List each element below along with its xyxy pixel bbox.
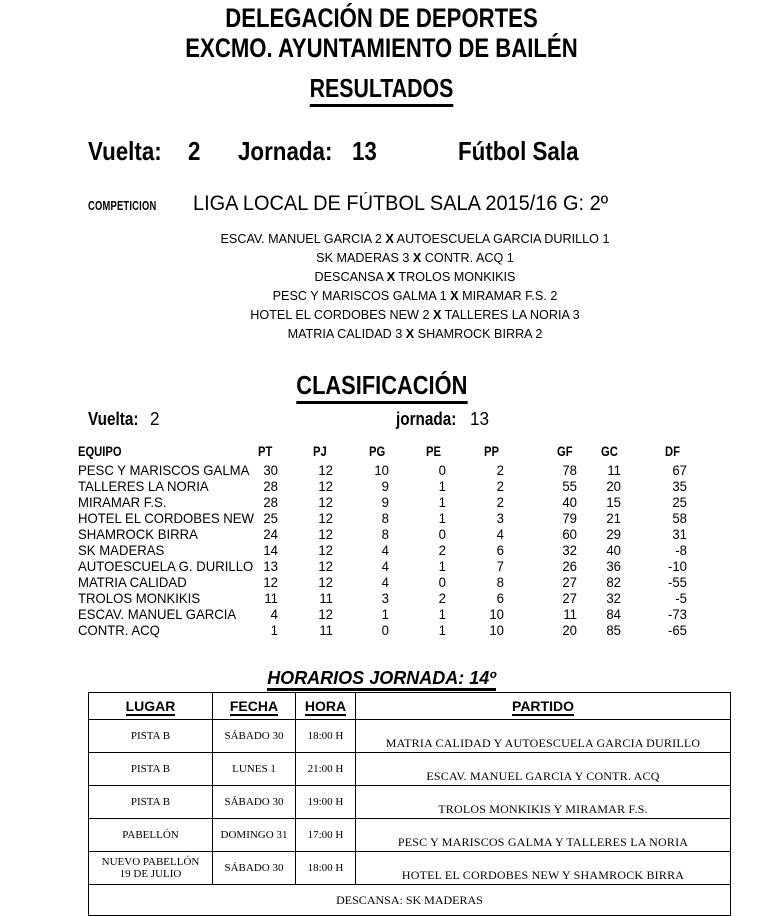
jornada-label: Jornada: <box>238 136 333 166</box>
classification-row <box>78 462 738 478</box>
schedule-cell-partido: ESCAV. MANUEL GARCIA Y CONTR. ACQ <box>356 753 731 786</box>
classification-row <box>78 558 738 574</box>
schedule-rest-row <box>89 885 731 916</box>
competition-name: LIGA LOCAL DE FÚTBOL SALA 2015/16 G: 2º <box>193 192 608 215</box>
schedule-col-partido <box>356 693 731 720</box>
result-home: DESCANSA <box>314 269 387 284</box>
classification-title <box>0 370 763 404</box>
jornada-value: 13 <box>352 136 377 166</box>
classification-cell-pp: 2 <box>496 494 504 510</box>
schedule-cell-hora: 21:00 H <box>296 753 356 786</box>
classification-cell-pe: 1 <box>438 478 446 494</box>
classification-cell-gc: 36 <box>606 558 621 574</box>
classification-vuelta-label: Vuelta: <box>88 409 139 429</box>
classification-cell-gc: 15 <box>606 494 621 510</box>
classification-cell-team: SHAMROCK BIRRA <box>78 526 198 542</box>
schedule-col-lugar <box>89 693 213 720</box>
result-row <box>12 267 763 286</box>
classification-cell-df: -8 <box>675 542 687 558</box>
classification-row <box>78 590 738 606</box>
classification-cell-pt: 1 <box>270 622 278 638</box>
classification-cell-pg: 8 <box>381 510 389 526</box>
result-row <box>12 305 763 324</box>
classification-cell-pt: 24 <box>263 526 278 542</box>
classification-cell-pg: 9 <box>381 478 389 494</box>
classification-cell-pe: 1 <box>438 622 446 638</box>
classification-cell-pg: 10 <box>374 462 389 478</box>
result-row <box>12 324 763 343</box>
classification-cell-pe: 1 <box>438 494 446 510</box>
classification-cell-pp: 4 <box>496 526 504 542</box>
results-section-title-text: RESULTADOS <box>310 73 454 107</box>
classification-cell-team: HOTEL EL CORDOBES NEW <box>78 510 254 526</box>
classification-cell-pe: 1 <box>438 606 446 622</box>
classification-cell-gc: 32 <box>606 590 621 606</box>
classification-cell-gf: 11 <box>563 606 577 622</box>
schedule-row <box>89 786 731 819</box>
classification-cell-pe: 2 <box>438 590 446 606</box>
classification-cell-pp: 7 <box>496 558 504 574</box>
classification-cell-pj: 12 <box>318 462 333 478</box>
classification-cell-pe: 2 <box>438 542 446 558</box>
classification-cell-pg: 1 <box>381 606 389 622</box>
classification-cell-team: TROLOS MONKIKIS <box>78 590 201 606</box>
classification-cell-team: TALLERES LA NORIA <box>78 478 209 494</box>
schedule-table-head <box>89 693 731 720</box>
classification-cell-gc: 85 <box>606 622 621 638</box>
result-away: MIRAMAR F.S. 2 <box>458 288 558 303</box>
classification-cell-gf: 55 <box>562 478 577 494</box>
schedule-col-hora-text: HORA <box>304 698 347 714</box>
result-row <box>12 229 763 248</box>
schedule-cell-lugar: PISTA B <box>89 753 213 786</box>
schedule-row <box>89 819 731 852</box>
classification-cell-pg: 4 <box>381 574 389 590</box>
classification-cell-gf: 60 <box>562 526 577 542</box>
result-separator-icon: X <box>412 250 422 265</box>
classification-cell-pj: 12 <box>318 558 333 574</box>
schedule-col-fecha <box>213 693 296 720</box>
classification-cell-pj: 12 <box>318 494 333 510</box>
result-separator-icon: X <box>450 288 459 303</box>
classification-cell-pj: 12 <box>318 574 333 590</box>
schedule-col-hora <box>296 693 356 720</box>
classification-cell-pp: 6 <box>496 542 504 558</box>
classification-col-gc: GC <box>601 443 618 459</box>
result-home: ESCAV. MANUEL GARCIA 2 <box>220 231 386 246</box>
classification-cell-df: 25 <box>672 494 687 510</box>
classification-col-pe: PE <box>426 443 441 459</box>
classification-col-pp: PP <box>484 443 499 459</box>
classification-cell-pe: 0 <box>438 526 446 542</box>
classification-cell-pt: 25 <box>263 510 278 526</box>
classification-col-pt: PT <box>258 443 273 459</box>
schedule-cell-hora: 17:00 H <box>296 819 356 852</box>
classification-col-pj: PJ <box>313 443 327 459</box>
classification-header-row <box>78 443 738 462</box>
schedule-cell-hora: 19:00 H <box>296 786 356 819</box>
classification-col-df: DF <box>665 443 680 459</box>
classification-cell-df: -5 <box>675 590 687 606</box>
classification-cell-df: -73 <box>667 606 687 622</box>
classification-cell-team: AUTOESCUELA G. DURILLO <box>78 558 254 574</box>
schedule-cell-hora: 18:00 H <box>296 852 356 885</box>
result-separator-icon: X <box>405 326 415 341</box>
schedule-row <box>89 753 731 786</box>
schedule-header-row <box>89 693 731 720</box>
schedule-table <box>88 692 731 916</box>
classification-cell-pj: 12 <box>318 542 333 558</box>
schedule-cell-partido: HOTEL EL CORDOBES NEW Y SHAMROCK BIRRA <box>356 852 731 885</box>
classification-cell-pj: 12 <box>318 606 333 622</box>
schedule-row <box>89 720 731 753</box>
schedule-cell-lugar: NUEVO PABELLÓN 19 DE JULIO <box>89 852 213 885</box>
classification-cell-pe: 0 <box>438 462 446 478</box>
classification-cell-pt: 11 <box>264 590 278 606</box>
classification-cell-pe: 0 <box>438 574 446 590</box>
classification-cell-pj: 11 <box>319 622 333 638</box>
schedule-rest-text: DESCANSA: SK MADERAS <box>89 885 731 916</box>
classification-row <box>78 574 738 590</box>
classification-cell-pj: 12 <box>318 478 333 494</box>
schedule-cell-lugar: PISTA B <box>89 720 213 753</box>
classification-cell-pp: 10 <box>489 606 504 622</box>
results-list <box>0 229 763 343</box>
document-header <box>0 0 763 103</box>
classification-jornada-label: jornada: <box>396 409 457 429</box>
schedule-col-partido-text: PARTIDO <box>512 698 574 714</box>
schedule-table-body <box>89 720 731 916</box>
organization-title-line1: DELEGACIÓN DE DEPORTES <box>225 3 538 33</box>
classification-row <box>78 622 738 638</box>
classification-row <box>78 526 738 542</box>
result-away: AUTOESCUELA GARCIA DURILLO 1 <box>393 231 610 246</box>
classification-cell-gc: 40 <box>606 542 621 558</box>
result-away: CONTR. ACQ 1 <box>421 250 514 265</box>
classification-cell-pt: 12 <box>263 574 278 590</box>
classification-cell-df: -10 <box>667 558 687 574</box>
schedule-cell-fecha: SÁBADO 30 <box>213 786 296 819</box>
classification-jornada-value: 13 <box>470 409 490 429</box>
classification-cell-df: -55 <box>667 574 687 590</box>
classification-cell-pt: 30 <box>263 462 278 478</box>
classification-cell-pp: 2 <box>496 462 504 478</box>
result-away: TROLOS MONKIKIS <box>395 269 516 284</box>
classification-cell-team: CONTR. ACQ <box>78 622 160 638</box>
schedule-title <box>0 668 763 689</box>
classification-cell-df: 31 <box>672 526 687 542</box>
classification-col-pg: PG <box>369 443 386 459</box>
organization-title-line2: EXCMO. AYUNTAMIENTO DE BAILÉN <box>185 33 578 63</box>
classification-cell-df: 67 <box>672 462 687 478</box>
schedule-cell-fecha: DOMINGO 31 <box>213 819 296 852</box>
result-home: HOTEL EL CORDOBES NEW 2 <box>250 307 433 322</box>
result-row <box>12 248 763 267</box>
classification-cell-gc: 20 <box>606 478 621 494</box>
classification-cell-pp: 3 <box>496 510 504 526</box>
sport-name: Fútbol Sala <box>458 136 579 166</box>
schedule-title-text: HORARIOS JORNADA: 14º <box>267 668 496 691</box>
schedule-cell-partido: TROLOS MONKIKIS Y MIRAMAR F.S. <box>356 786 731 819</box>
classification-cell-gf: 20 <box>562 622 577 638</box>
classification-cell-gc: 11 <box>607 462 621 478</box>
result-separator-icon: X <box>432 307 442 322</box>
classification-cell-team: ESCAV. MANUEL GARCIA <box>78 606 237 622</box>
classification-vuelta-value: 2 <box>150 409 160 429</box>
result-away: SHAMROCK BIRRA 2 <box>414 326 543 341</box>
schedule-cell-fecha: LUNES 1 <box>213 753 296 786</box>
classification-row <box>78 510 738 526</box>
classification-cell-gf: 78 <box>562 462 577 478</box>
classification-cell-pe: 1 <box>438 558 446 574</box>
classification-row <box>78 478 738 494</box>
classification-cell-pe: 1 <box>438 510 446 526</box>
classification-col-team: EQUIPO <box>78 443 122 459</box>
classification-cell-pg: 4 <box>381 542 389 558</box>
result-home: MATRIA CALIDAD 3 <box>287 326 406 341</box>
competition-label: COMPETICION <box>88 198 157 213</box>
classification-cell-gf: 27 <box>562 574 577 590</box>
classification-cell-gf: 79 <box>562 510 577 526</box>
classification-cell-pt: 28 <box>263 478 278 494</box>
results-section-title <box>69 73 695 103</box>
classification-cell-pt: 14 <box>263 542 278 558</box>
classification-cell-gc: 84 <box>606 606 621 622</box>
classification-row <box>78 542 738 558</box>
classification-cell-pt: 28 <box>263 494 278 510</box>
classification-cell-gc: 21 <box>606 510 621 526</box>
classification-cell-df: -65 <box>667 622 687 638</box>
classification-cell-gc: 29 <box>606 526 621 542</box>
classification-row <box>78 494 738 510</box>
schedule-cell-lugar: PISTA B <box>89 786 213 819</box>
classification-cell-team: SK MADERAS <box>78 542 165 558</box>
classification-cell-pj: 12 <box>318 526 333 542</box>
vuelta-label: Vuelta: <box>88 136 162 166</box>
result-home: PESC Y MARISCOS GALMA 1 <box>272 288 451 303</box>
schedule-cell-hora: 18:00 H <box>296 720 356 753</box>
schedule-row <box>89 852 731 885</box>
result-separator-icon: X <box>385 231 394 246</box>
classification-cell-pp: 10 <box>489 622 504 638</box>
classification-row <box>78 606 738 622</box>
classification-cell-team: PESC Y MARISCOS GALMA <box>78 462 250 478</box>
vuelta-value: 2 <box>188 136 201 166</box>
classification-table <box>78 443 738 638</box>
classification-cell-pt: 4 <box>270 606 278 622</box>
classification-cell-pj: 12 <box>318 510 333 526</box>
classification-cell-pp: 2 <box>496 478 504 494</box>
classification-cell-gc: 82 <box>606 574 621 590</box>
classification-cell-gf: 32 <box>562 542 577 558</box>
classification-cell-team: MATRIA CALIDAD <box>78 574 187 590</box>
result-home: SK MADERAS 3 <box>316 250 413 265</box>
result-away: TALLERES LA NORIA 3 <box>441 307 580 322</box>
schedule-cell-partido: MATRIA CALIDAD Y AUTOESCUELA GARCIA DURILLO <box>356 720 731 753</box>
schedule-col-fecha-text: FECHA <box>229 698 279 714</box>
classification-cell-pg: 8 <box>381 526 389 542</box>
classification-cell-pj: 11 <box>319 590 333 606</box>
classification-title-text: CLASIFICACIÓN <box>296 370 467 404</box>
classification-cell-pp: 8 <box>496 574 504 590</box>
schedule-col-lugar-text: LUGAR <box>125 698 176 714</box>
classification-cell-pt: 13 <box>263 558 278 574</box>
classification-cell-pg: 4 <box>381 558 389 574</box>
classification-cell-gf: 27 <box>562 590 577 606</box>
classification-cell-pg: 0 <box>381 622 389 638</box>
result-separator-icon: X <box>386 269 396 284</box>
schedule-cell-lugar: PABELLÓN <box>89 819 213 852</box>
schedule-cell-fecha: SÁBADO 30 <box>213 852 296 885</box>
classification-cell-team: MIRAMAR F.S. <box>78 494 167 510</box>
result-row <box>12 286 763 305</box>
classification-meta-line <box>0 409 763 435</box>
classification-cell-df: 58 <box>672 510 687 526</box>
schedule-cell-fecha: SÁBADO 30 <box>213 720 296 753</box>
classification-cell-gf: 40 <box>562 494 577 510</box>
schedule-cell-partido: PESC Y MARISCOS GALMA Y TALLERES LA NORIA <box>356 819 731 852</box>
classification-cell-df: 35 <box>672 478 687 494</box>
classification-col-gf: GF <box>557 443 573 459</box>
classification-cell-gf: 26 <box>562 558 577 574</box>
classification-cell-pg: 3 <box>381 590 389 606</box>
classification-cell-pp: 6 <box>496 590 504 606</box>
classification-cell-pg: 9 <box>381 494 389 510</box>
